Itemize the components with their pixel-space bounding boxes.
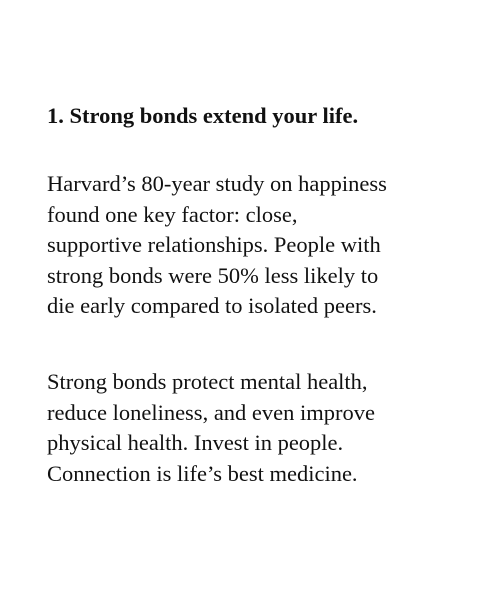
paragraph-line: reduce loneliness, and even improve [47,399,376,425]
paragraph-line: Harvard’s 80-year study on happiness [47,171,387,196]
paragraph-line: strong bonds were 50% less likely to [47,262,379,288]
paragraph-line: Connection is life’s best medicine. [47,460,358,486]
paragraph-line: physical health. Invest in people. [47,430,344,455]
section-heading: 1. Strong bonds extend your life. [47,103,359,128]
paragraph-study [47,169,387,322]
paragraph-line: found one key factor: close, [47,201,298,227]
paragraph-benefits [47,367,375,489]
paragraph-line: Strong bonds protect mental health, [47,369,368,394]
paragraph-line: die early compared to isolated peers. [47,293,377,318]
paragraph-line: supportive relationships. People with [47,232,381,257]
